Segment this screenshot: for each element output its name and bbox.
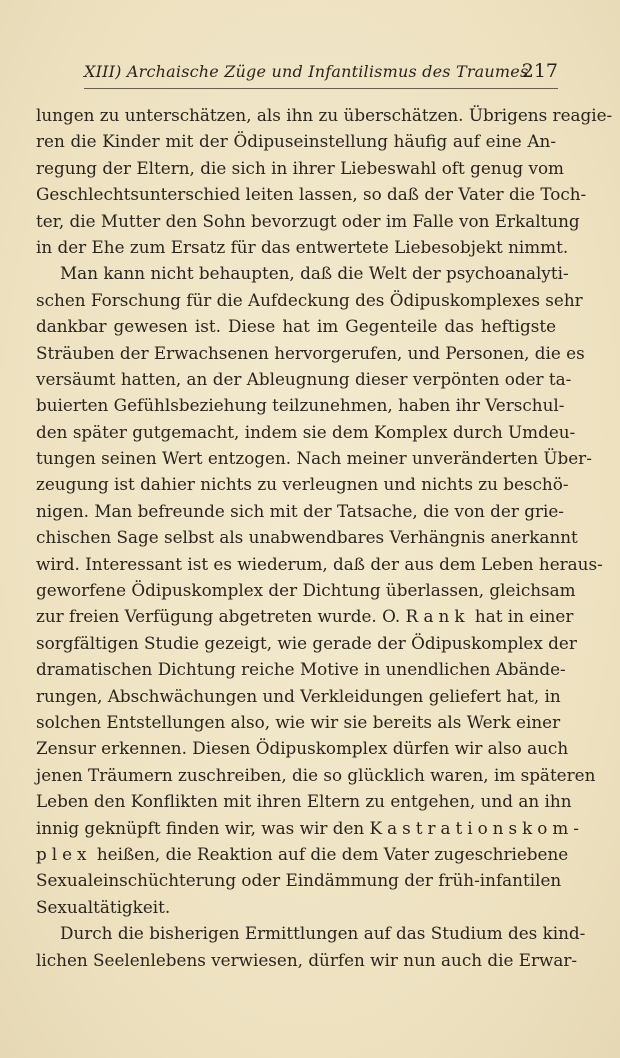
text-line: wird. Interessant ist es wiederum, daß der aus dem Leben heraus- [36, 553, 603, 574]
text-line: ter, die Mutter den Sohn bevorzugt oder im Falle von Erkaltung [36, 210, 580, 231]
text-fragment: innig geknüpft finden wir, was wir den [36, 817, 365, 838]
text-line: Sexualtätigkeit. [36, 896, 171, 917]
text-line: nigen. Man befreunde sich mit der Tatsache, die von der grie- [36, 500, 564, 521]
text-fragment: heißen, die Reaktion auf die dem Vater zugeschriebene [96, 843, 569, 864]
text-line: sorgfältigen Studie gezeigt, wie gerade der Ödipuskomplex der [36, 632, 577, 653]
text-line-rank [36, 603, 574, 629]
text-fragment: O. [382, 606, 401, 627]
text-line: in der Ehe zum Ersatz für das entwertete Liebesobjekt nimmt. [36, 236, 569, 257]
text-line: chischen Sage selbst als unabwendbares Verhängnis anerkannt [36, 527, 578, 548]
text-line: schen Forschung für die Aufdeckung des Ödipuskomplexes sehr [36, 289, 583, 310]
text-line: dankbar gewesen ist. Diese hat im Gegenteile das heftigste [36, 316, 556, 337]
text-line: lungen zu unterschätzen, als ihn zu überschätzen. Übrigens reagie- [36, 105, 613, 125]
text-line: zeugung ist dahier nichts zu verleugnen und nichts zu beschö- [36, 474, 569, 495]
author-name-spaced: Rank [405, 606, 470, 627]
text-line: solchen Entstellungen also, wie wir sie bereits als Werk einer [36, 711, 561, 732]
text-line: Leben den Konflikten mit ihren Eltern zu entgehen, und an ihn [36, 791, 572, 812]
text-line: jenen Träumern zuschreiben, die so glücklich waren, im späteren [36, 764, 596, 785]
text-line: rungen, Abschwächungen und Verkleidungen geliefert hat, in [36, 685, 561, 706]
text-line: Sträuben der Erwachsenen hervorgerufen, und Personen, die es [36, 342, 585, 363]
text-line-kastration [36, 815, 584, 841]
text-line: dramatischen Dichtung reiche Motive in unendlichen Abände- [36, 659, 566, 680]
text-fragment: zur freien Verfügung abgetreten wurde. [36, 606, 377, 627]
running-header [84, 60, 558, 89]
text-line: regung der Eltern, die sich in ihrer Liebeswahl oft genug vom [36, 157, 564, 178]
body-text [36, 102, 613, 973]
text-fragment: hat in einer [474, 606, 574, 627]
text-line: buierten Gefühlsbeziehung teilzunehmen, haben ihr Verschul- [36, 395, 565, 416]
text-line: Durch die bisherigen Ermittlungen auf das Studium des kind- [60, 923, 586, 944]
text-line: tungen seinen Wert entzogen. Nach meiner unveränderten Über- [36, 448, 592, 469]
text-line: Geschlechtsunterschied leiten lassen, so daß der Vater die Toch- [36, 184, 587, 205]
text-line: Zensur erkennen. Diesen Ödipuskomplex dürfen wir also auch [36, 738, 569, 759]
text-line: lichen Seelenlebens verwiesen, dürfen wir nun auch die Erwar- [36, 949, 578, 970]
text-line: geworfene Ödipuskomplex der Dichtung überlassen, gleichsam [36, 580, 576, 601]
term-spaced: plex [36, 843, 92, 864]
text-line: den später gutgemacht, indem sie dem Komplex durch Umdeu- [36, 421, 576, 442]
running-title: XIII) Archaische Züge und Infantilismus des Traumes [84, 62, 529, 81]
page-number: 217 [521, 60, 558, 82]
text-line-plex [36, 841, 569, 867]
text-line: Man kann nicht behaupten, daß die Welt der psychoanalyti- [60, 263, 569, 284]
text-line: Sexualeinschüchterung oder Eindämmung der früh-infantilen [36, 870, 562, 891]
text-line: versäumt hatten, an der Ableugnung dieser verpönten oder ta- [36, 368, 572, 389]
term-spaced: Kastrationskom- [369, 817, 584, 838]
text-line: ren die Kinder mit der Ödipuseinstellung häufig auf eine An- [36, 131, 556, 152]
